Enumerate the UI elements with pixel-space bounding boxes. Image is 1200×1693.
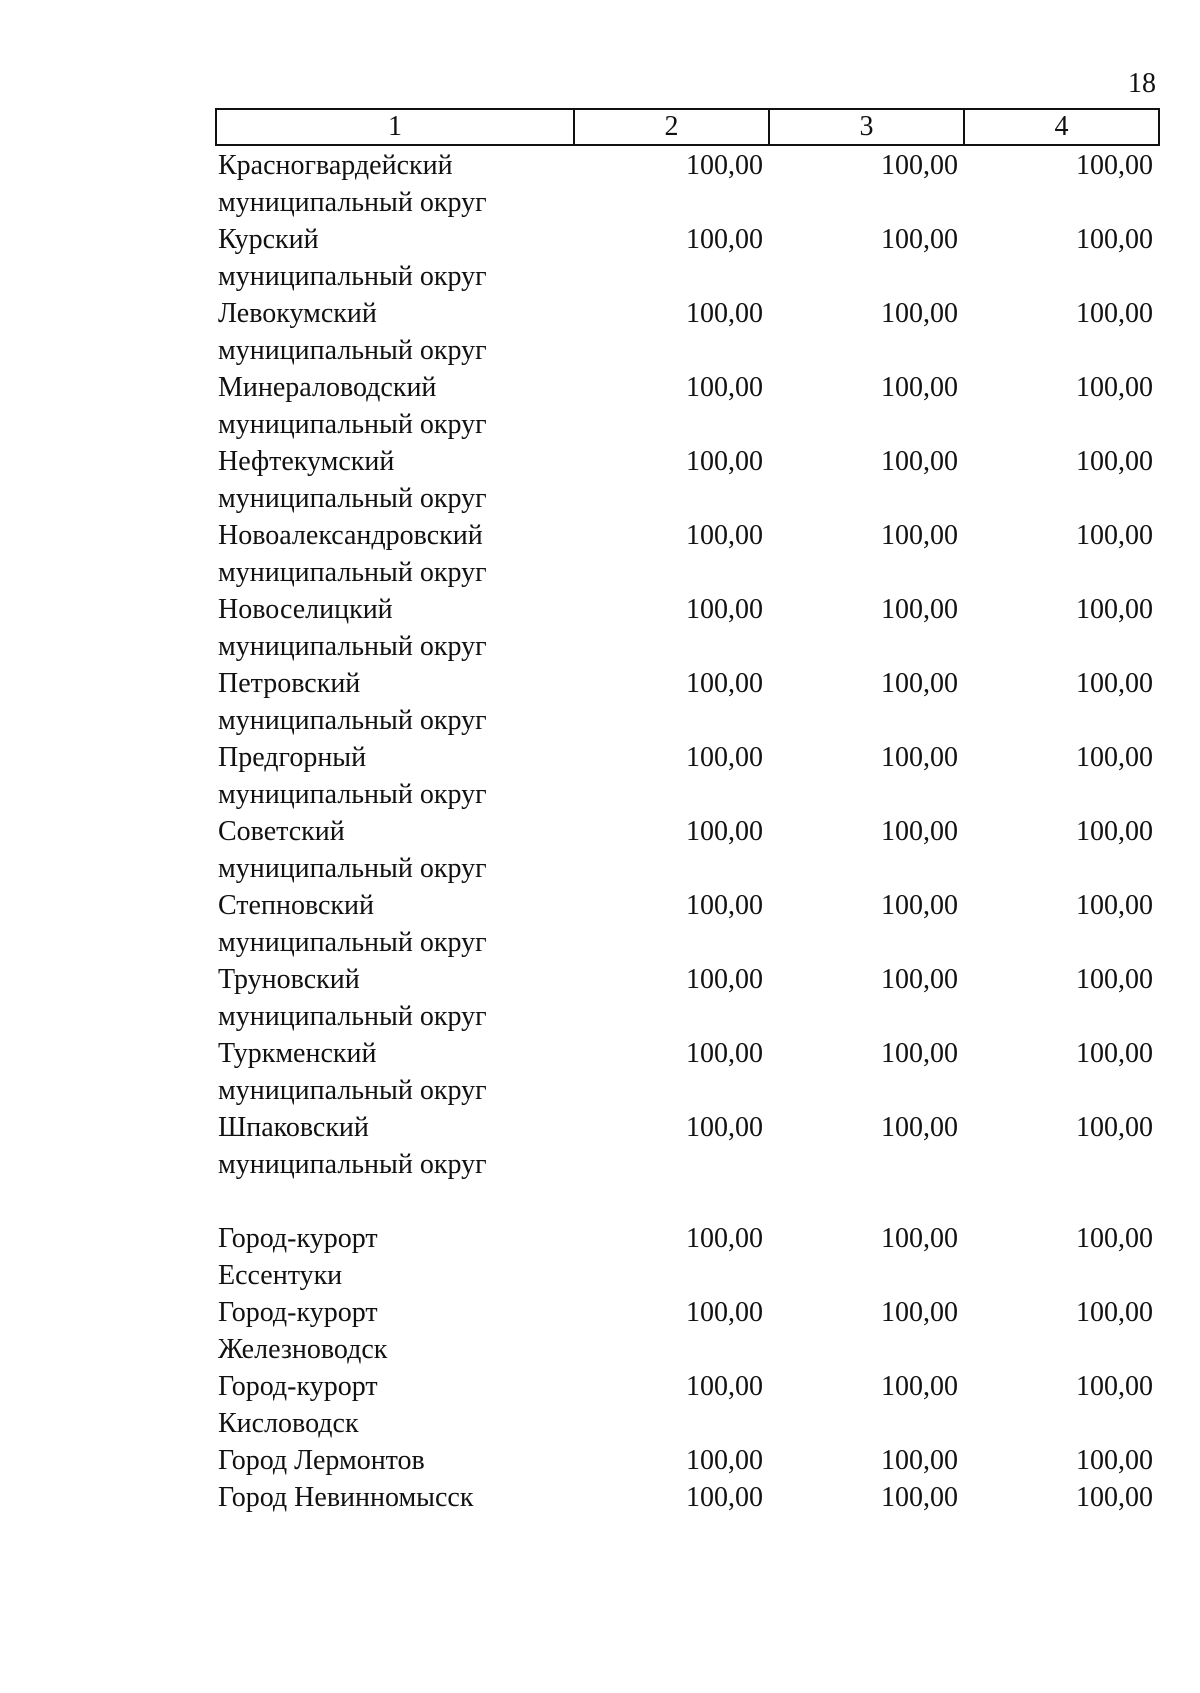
municipality-name-cell bbox=[215, 443, 573, 517]
value-cell-col2: 100,00 bbox=[686, 1297, 763, 1328]
value-cell-col4: 100,00 bbox=[1076, 1297, 1153, 1328]
municipality-name-line: Город-курорт bbox=[218, 1371, 378, 1402]
municipality-name-line: Предгорный bbox=[218, 742, 367, 773]
municipality-name-line: муниципальный округ bbox=[218, 1001, 487, 1032]
value-cell-col4: 100,00 bbox=[1076, 1371, 1153, 1402]
municipality-name-line: муниципальный округ bbox=[218, 483, 487, 514]
municipality-name-line: муниципальный округ bbox=[218, 557, 487, 588]
municipality-name-line: муниципальный округ bbox=[218, 705, 487, 736]
page-number: 18 bbox=[1128, 68, 1156, 99]
value-cell-col3: 100,00 bbox=[881, 1223, 958, 1254]
value-cell-col4: 100,00 bbox=[1076, 742, 1153, 773]
municipality-name-line: Новоселицкий bbox=[218, 594, 393, 625]
municipality-name-line: Петровский bbox=[218, 668, 361, 699]
municipality-name-line: Туркменский bbox=[218, 1038, 377, 1069]
municipality-name-line: муниципальный округ bbox=[218, 927, 487, 958]
value-cell-col3: 100,00 bbox=[881, 1482, 958, 1513]
row-group bbox=[215, 1220, 1160, 1516]
value-cell-col3: 100,00 bbox=[881, 890, 958, 921]
municipality-name-line: муниципальный округ bbox=[218, 1075, 487, 1106]
value-cell-col4: 100,00 bbox=[1076, 372, 1153, 403]
municipality-name-line: муниципальный округ bbox=[218, 1149, 487, 1180]
value-cell-col2: 100,00 bbox=[686, 224, 763, 255]
municipality-name-cell bbox=[215, 1368, 573, 1442]
value-cell-col2: 100,00 bbox=[686, 1482, 763, 1513]
value-cell-col3: 100,00 bbox=[881, 1371, 958, 1402]
table-row bbox=[215, 665, 1160, 739]
municipality-name-line: Курский bbox=[218, 224, 319, 255]
value-cell-col3: 100,00 bbox=[881, 224, 958, 255]
value-cell-col3: 100,00 bbox=[881, 594, 958, 625]
municipality-name-line: муниципальный округ bbox=[218, 853, 487, 884]
value-cell-col3: 100,00 bbox=[881, 298, 958, 329]
value-cell-col4: 100,00 bbox=[1076, 446, 1153, 477]
municipality-name-cell bbox=[215, 1479, 573, 1516]
value-cell-col2: 100,00 bbox=[686, 520, 763, 551]
municipality-name-cell bbox=[215, 295, 573, 369]
table-row bbox=[215, 813, 1160, 887]
municipality-name-cell bbox=[215, 739, 573, 813]
municipality-name-cell bbox=[215, 1035, 573, 1109]
value-cell-col4: 100,00 bbox=[1076, 1112, 1153, 1143]
value-cell-col4: 100,00 bbox=[1076, 520, 1153, 551]
municipality-name-cell bbox=[215, 369, 573, 443]
value-cell-col3: 100,00 bbox=[881, 668, 958, 699]
value-cell-col4: 100,00 bbox=[1076, 1038, 1153, 1069]
value-cell-col4: 100,00 bbox=[1076, 1445, 1153, 1476]
table-header bbox=[215, 108, 1160, 146]
value-cell-col4: 100,00 bbox=[1076, 964, 1153, 995]
value-cell-col4: 100,00 bbox=[1076, 1223, 1153, 1254]
value-cell-col3: 100,00 bbox=[881, 1297, 958, 1328]
header-cell-col1: 1 bbox=[388, 111, 402, 142]
municipality-name-line: Степновский bbox=[218, 890, 374, 921]
value-cell-col4: 100,00 bbox=[1076, 1482, 1153, 1513]
municipality-name-line: Минераловодский bbox=[218, 372, 437, 403]
table-row bbox=[215, 961, 1160, 1035]
municipality-name-line: Новоалександровский bbox=[218, 520, 483, 551]
municipality-name-line: Нефтекумский bbox=[218, 446, 395, 477]
municipality-name-cell bbox=[215, 1442, 573, 1479]
value-cell-col2: 100,00 bbox=[686, 594, 763, 625]
value-cell-col3: 100,00 bbox=[881, 520, 958, 551]
table-row bbox=[215, 1220, 1160, 1294]
value-cell-col3: 100,00 bbox=[881, 1445, 958, 1476]
municipality-name-cell bbox=[215, 147, 573, 221]
value-cell-col2: 100,00 bbox=[686, 964, 763, 995]
table-row bbox=[215, 369, 1160, 443]
value-cell-col4: 100,00 bbox=[1076, 668, 1153, 699]
table-row bbox=[215, 1368, 1160, 1442]
table-row bbox=[215, 887, 1160, 961]
table-row bbox=[215, 1479, 1160, 1516]
municipality-name-line: муниципальный округ bbox=[218, 261, 487, 292]
municipality-name-line: Кисловодск bbox=[218, 1408, 359, 1439]
municipality-name-line: муниципальный округ bbox=[218, 187, 487, 218]
value-cell-col2: 100,00 bbox=[686, 372, 763, 403]
value-cell-col2: 100,00 bbox=[686, 150, 763, 181]
municipality-name-line: муниципальный округ bbox=[218, 409, 487, 440]
municipality-name-cell bbox=[215, 813, 573, 887]
value-cell-col3: 100,00 bbox=[881, 1112, 958, 1143]
header-cell-col2: 2 bbox=[573, 110, 768, 144]
value-cell-col2: 100,00 bbox=[686, 1112, 763, 1143]
value-cell-col4: 100,00 bbox=[1076, 150, 1153, 181]
table-row bbox=[215, 1109, 1160, 1183]
municipality-name-cell bbox=[215, 887, 573, 961]
row-group bbox=[215, 147, 1160, 1183]
municipality-name-cell bbox=[215, 1109, 573, 1183]
municipality-name-cell bbox=[215, 517, 573, 591]
municipality-name-cell bbox=[215, 591, 573, 665]
table-row bbox=[215, 221, 1160, 295]
table-row bbox=[215, 739, 1160, 813]
value-cell-col2: 100,00 bbox=[686, 1223, 763, 1254]
value-cell-col4: 100,00 bbox=[1076, 890, 1153, 921]
value-cell-col2: 100,00 bbox=[686, 1445, 763, 1476]
municipality-name-line: Железноводск bbox=[218, 1334, 388, 1365]
table-body bbox=[215, 147, 1160, 1516]
table-row bbox=[215, 591, 1160, 665]
table-row bbox=[215, 1442, 1160, 1479]
value-cell-col2: 100,00 bbox=[686, 668, 763, 699]
municipality-name-line: Город-курорт bbox=[218, 1297, 378, 1328]
municipality-name-line: муниципальный округ bbox=[218, 631, 487, 662]
municipality-name-line: Левокумский bbox=[218, 298, 377, 329]
municipality-name-line: Город-курорт bbox=[218, 1223, 378, 1254]
header-cell-col3: 3 bbox=[768, 110, 963, 144]
municipality-name-line: Труновский bbox=[218, 964, 360, 995]
municipality-name-line: муниципальный округ bbox=[218, 335, 487, 366]
header-cell-col4: 4 bbox=[963, 110, 1158, 144]
municipality-name-line: Красногвардейский bbox=[218, 150, 453, 181]
municipality-name-line: Советский bbox=[218, 816, 345, 847]
value-cell-col3: 100,00 bbox=[881, 150, 958, 181]
table-row bbox=[215, 1294, 1160, 1368]
municipality-name-cell bbox=[215, 665, 573, 739]
value-cell-col2: 100,00 bbox=[686, 890, 763, 921]
value-cell-col3: 100,00 bbox=[881, 372, 958, 403]
value-cell-col2: 100,00 bbox=[686, 816, 763, 847]
value-cell-col3: 100,00 bbox=[881, 816, 958, 847]
table-row bbox=[215, 517, 1160, 591]
value-cell-col3: 100,00 bbox=[881, 742, 958, 773]
value-cell-col2: 100,00 bbox=[686, 1371, 763, 1402]
value-cell-col3: 100,00 bbox=[881, 964, 958, 995]
value-cell-col2: 100,00 bbox=[686, 1038, 763, 1069]
value-cell-col4: 100,00 bbox=[1076, 594, 1153, 625]
municipality-name-cell bbox=[215, 1294, 573, 1368]
table-row bbox=[215, 147, 1160, 221]
value-cell-col2: 100,00 bbox=[686, 742, 763, 773]
value-cell-col3: 100,00 bbox=[881, 446, 958, 477]
municipality-name-cell bbox=[215, 221, 573, 295]
municipality-name-line: Город Невинномысск bbox=[218, 1482, 474, 1513]
municipality-name-line: Ессентуки bbox=[218, 1260, 343, 1291]
municipality-name-cell bbox=[215, 1220, 573, 1294]
table-row bbox=[215, 295, 1160, 369]
table-row bbox=[215, 1035, 1160, 1109]
value-cell-col2: 100,00 bbox=[686, 298, 763, 329]
municipality-name-line: Город Лермонтов bbox=[218, 1445, 425, 1476]
municipality-name-cell bbox=[215, 961, 573, 1035]
municipality-name-line: муниципальный округ bbox=[218, 779, 487, 810]
value-cell-col2: 100,00 bbox=[686, 446, 763, 477]
value-cell-col4: 100,00 bbox=[1076, 816, 1153, 847]
table-row bbox=[215, 443, 1160, 517]
value-cell-col3: 100,00 bbox=[881, 1038, 958, 1069]
value-cell-col4: 100,00 bbox=[1076, 298, 1153, 329]
municipality-name-line: Шпаковский bbox=[218, 1112, 369, 1143]
value-cell-col4: 100,00 bbox=[1076, 224, 1153, 255]
